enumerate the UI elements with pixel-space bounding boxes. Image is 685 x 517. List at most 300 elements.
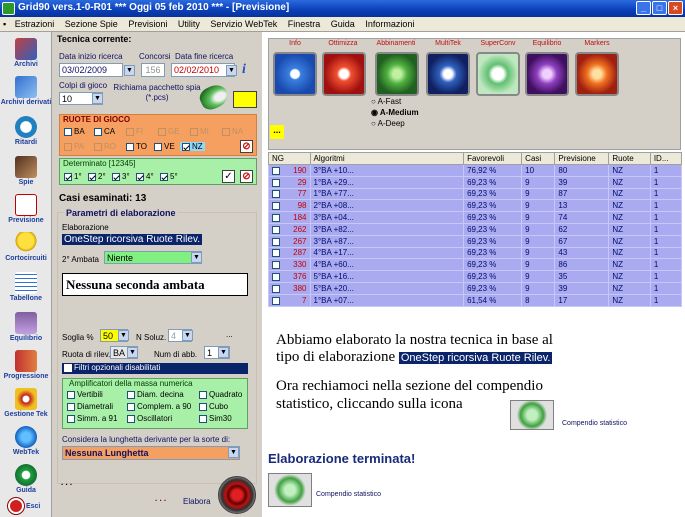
technique-panel xyxy=(53,32,262,517)
data-fine-label: Data fine ricerca xyxy=(175,52,234,61)
speed-label: A-Medium xyxy=(379,108,419,117)
table-cell: NZ xyxy=(609,176,651,188)
col-favorevoli[interactable]: Favorevoli xyxy=(464,153,522,165)
checkbox xyxy=(64,364,72,372)
cell-ng xyxy=(269,188,311,200)
tool-label-markers: Markers xyxy=(584,40,610,47)
num-abb-field[interactable]: 1 xyxy=(204,346,230,359)
det-5[interactable] xyxy=(160,172,178,181)
casi-esaminati: Casi esaminati: 13 xyxy=(59,193,147,204)
ruota-ro[interactable] xyxy=(94,142,116,151)
det-2[interactable] xyxy=(88,172,106,181)
exit-icon xyxy=(8,498,24,514)
col-id[interactable]: ID... xyxy=(650,153,681,165)
note-line3: Ora rechiamoci nella sezione del compendio xyxy=(276,378,543,394)
dots-red: . . . xyxy=(155,494,167,503)
tool-label-abbinamenti: Abbinamenti xyxy=(376,40,416,47)
table-cell: NZ xyxy=(609,294,651,306)
checkbox xyxy=(182,143,190,151)
data-fine-field[interactable]: 02/02/2010 xyxy=(171,63,235,77)
table-cell: 9 xyxy=(522,235,555,247)
flame-icon[interactable] xyxy=(322,52,366,96)
ampl-label: Vertibili xyxy=(77,390,103,399)
sidebar-label: Spie xyxy=(18,179,34,186)
ng-value: 184 xyxy=(293,213,307,223)
tool-label-info: Info xyxy=(289,40,301,47)
sidebar-item-equilibrio[interactable] xyxy=(0,312,52,342)
det-label: 1° xyxy=(74,172,82,181)
data-inizio-field[interactable]: 03/02/2009 xyxy=(59,63,123,77)
table-cell: 9 xyxy=(522,188,555,200)
check-all-icon[interactable]: ✓ xyxy=(222,170,235,183)
ruota-ve[interactable] xyxy=(154,142,175,151)
sidebar-label: Previsione xyxy=(8,217,44,224)
checkbox xyxy=(126,143,134,151)
chevron-down-icon[interactable]: ▼ xyxy=(191,252,202,263)
row-checkbox[interactable] xyxy=(272,261,280,269)
checkbox xyxy=(64,143,72,151)
chevron-down-icon[interactable]: ▼ xyxy=(92,93,103,104)
ampl-simm91[interactable] xyxy=(67,414,117,423)
ampl-label: Diametrali xyxy=(77,402,114,411)
table-cell: 3°BA +04... xyxy=(310,212,464,224)
table-row[interactable] xyxy=(269,294,682,306)
table-row[interactable] xyxy=(269,165,682,177)
menu-sezione-spie[interactable]: Sezione Spie xyxy=(64,19,118,29)
table-row[interactable] xyxy=(269,247,682,259)
table-cell: 1 xyxy=(650,259,681,271)
sidebar-item-tabellone[interactable] xyxy=(0,272,52,302)
checkbox xyxy=(154,143,162,151)
speed-medium[interactable]: ◉ A-Medium xyxy=(371,108,419,117)
chevron-down-icon[interactable]: ▼ xyxy=(127,347,138,358)
yellow-marker[interactable]: ... xyxy=(270,125,284,139)
ruota-label: NA xyxy=(232,127,244,136)
table-cell: 5°BA +20... xyxy=(310,282,464,294)
table-row[interactable] xyxy=(269,212,682,224)
table-cell: 69,23 % xyxy=(464,235,522,247)
question-icon[interactable] xyxy=(273,52,317,96)
richiama-label: Richiama pacchetto spia (*.pcs) xyxy=(113,83,201,102)
compendio-label-2: Compendio statistico xyxy=(316,491,381,498)
checkbox xyxy=(112,173,120,181)
speed-deep[interactable]: ○ A-Deep xyxy=(371,119,405,128)
table-cell: 69,23 % xyxy=(464,259,522,271)
table-cell: 9 xyxy=(522,271,555,283)
col-previsione[interactable]: Previsione xyxy=(555,153,609,165)
info-icon[interactable]: i xyxy=(242,62,246,77)
compendio-label-1: Compendio statistico xyxy=(562,420,627,427)
checkbox xyxy=(158,128,166,136)
table-cell: 86 xyxy=(555,259,609,271)
checkbox xyxy=(127,391,135,399)
ampl-diametrali[interactable] xyxy=(67,402,113,411)
sidebar-item-previsione[interactable] xyxy=(0,194,52,224)
table-cell: 9 xyxy=(522,223,555,235)
table-cell: 1°BA +07... xyxy=(310,294,464,306)
note-highlight: OneStep ricorsiva Ruote Rilev. xyxy=(400,352,551,364)
sidebar-label: Guida xyxy=(16,487,36,494)
ampl-label: Sim30 xyxy=(209,414,232,423)
table-cell: 3°BA +10... xyxy=(310,165,464,177)
concorsi-label: Concorsi xyxy=(139,52,171,61)
table-row[interactable] xyxy=(269,223,682,235)
ampl-label: Quadrato xyxy=(209,390,243,399)
det-1[interactable] xyxy=(64,172,82,181)
colpi-field[interactable]: 10 xyxy=(59,92,103,105)
sidebar-item-ritardi[interactable] xyxy=(0,116,52,146)
note-line4: statistico, cliccando sulla icona xyxy=(276,396,463,412)
table-cell: 1 xyxy=(650,176,681,188)
amplificatori-group xyxy=(62,378,248,429)
cell-ng xyxy=(269,235,311,247)
det-4[interactable] xyxy=(136,172,154,181)
ruota-label: CA xyxy=(104,127,116,136)
ruota-ba[interactable] xyxy=(64,127,85,136)
table-cell: NZ xyxy=(609,259,651,271)
amplificatori-title: Amplificatori della massa numerica xyxy=(69,379,193,388)
sidebar-label: Cortocircuiti xyxy=(5,255,47,262)
ruota-to[interactable] xyxy=(126,142,147,151)
concorsi-field: 156 xyxy=(141,63,165,77)
chevron-down-icon[interactable]: ▼ xyxy=(228,447,239,458)
scale-icon xyxy=(15,312,37,334)
sidebar-label: Archivi derivati xyxy=(0,99,52,106)
colpi-label: Colpi di gioco xyxy=(59,81,108,90)
table-cell: 9 xyxy=(522,282,555,294)
books-icon xyxy=(15,38,37,60)
cell-ng xyxy=(269,165,311,177)
col-ng[interactable]: NG xyxy=(269,153,311,165)
ruota-label: TO xyxy=(136,142,147,151)
table-cell: 69,23 % xyxy=(464,200,522,212)
row-checkbox[interactable] xyxy=(272,249,280,257)
ruota-mi[interactable] xyxy=(190,127,209,136)
dots-left: . . . xyxy=(61,478,73,487)
archive-icon xyxy=(15,76,37,98)
compendio-icon[interactable] xyxy=(268,473,312,507)
table-cell: 4°BA +17... xyxy=(310,247,464,259)
table-row[interactable] xyxy=(269,200,682,212)
cell-ng xyxy=(269,212,311,224)
row-checkbox[interactable] xyxy=(272,238,280,246)
table-cell: 61,54 % xyxy=(464,294,522,306)
sidebar-item-gestione-tek[interactable] xyxy=(0,388,52,418)
det-label: 4° xyxy=(146,172,154,181)
chevron-down-icon[interactable]: ▼ xyxy=(218,347,229,358)
table-cell: NZ xyxy=(609,282,651,294)
gear-icon[interactable] xyxy=(375,52,419,96)
table-cell: 69,23 % xyxy=(464,271,522,283)
ampl-quadrato[interactable] xyxy=(199,390,242,399)
close-button[interactable]: × xyxy=(668,1,683,15)
table-cell: 1 xyxy=(650,235,681,247)
table-cell: 2°BA +08... xyxy=(310,200,464,212)
parametri-group xyxy=(57,208,257,484)
col-ruote[interactable]: Ruote xyxy=(609,153,651,165)
table-cell: 1 xyxy=(650,200,681,212)
ruota-na[interactable] xyxy=(222,127,243,136)
mdi-icon[interactable]: ▪ xyxy=(3,19,7,29)
ng-value: 29 xyxy=(297,177,307,187)
tool-label-multitek: MultiTek xyxy=(435,40,461,47)
nessuna-note: Nessuna seconda ambata xyxy=(62,273,248,296)
det-label: 3° xyxy=(122,172,130,181)
help-icon xyxy=(15,464,37,486)
checkbox xyxy=(127,403,135,411)
table-cell: 1 xyxy=(650,271,681,283)
table-cell: 9 xyxy=(522,200,555,212)
checkbox xyxy=(126,128,134,136)
table-cell: 39 xyxy=(555,176,609,188)
menu-informazioni[interactable]: Informazioni xyxy=(365,19,415,29)
det-label: 5° xyxy=(170,172,178,181)
ambata-select[interactable]: Niente xyxy=(104,251,202,264)
note-text: tipo di elaborazione xyxy=(276,349,399,365)
row-checkbox[interactable] xyxy=(272,285,280,293)
sidebar-item-cortocircuiti[interactable] xyxy=(0,232,52,262)
ruota-ge[interactable] xyxy=(158,127,180,136)
ruota-nz[interactable] xyxy=(180,142,205,151)
cell-ng xyxy=(269,259,311,271)
elabora-label: Elabora xyxy=(183,497,211,506)
parametri-title: Parametri di elaborazione xyxy=(66,208,176,218)
col-algoritmi[interactable]: Algoritmi xyxy=(310,153,464,165)
chevron-down-icon[interactable]: ▼ xyxy=(182,330,193,341)
app-icon xyxy=(2,2,15,15)
table-cell: 39 xyxy=(555,282,609,294)
lightbulb-icon xyxy=(15,232,37,254)
sidebar-label: Tabellone xyxy=(9,295,43,302)
cell-ng xyxy=(269,200,311,212)
table-cell: 80 xyxy=(555,165,609,177)
sidebar-item-archivi[interactable] xyxy=(0,38,52,68)
lunghetta-select[interactable]: Nessuna Lunghetta xyxy=(62,446,240,460)
table-cell: 13 xyxy=(555,200,609,212)
filtri-toggle[interactable] xyxy=(62,363,248,374)
tools-icon xyxy=(15,388,37,410)
ampl-vertibili[interactable] xyxy=(67,390,103,399)
determinato-group xyxy=(59,158,257,185)
sidebar-label: Equilibrio xyxy=(9,335,43,342)
table-row[interactable] xyxy=(269,235,682,247)
row-checkbox[interactable] xyxy=(272,273,280,281)
checkbox xyxy=(67,403,75,411)
table-cell: 10 xyxy=(522,165,555,177)
table-cell: 1°BA +77... xyxy=(310,188,464,200)
table-cell: 3°BA +87... xyxy=(310,235,464,247)
sidebar-label: Esci xyxy=(25,502,41,510)
chevron-down-icon[interactable]: ▼ xyxy=(118,330,129,341)
cell-ng xyxy=(269,176,311,188)
ruota-pa[interactable] xyxy=(64,142,84,151)
note-line1: Abbiamo elaborato la nostra tecnica in base al xyxy=(276,332,553,348)
progression-icon xyxy=(15,350,37,372)
ampl-sim30[interactable] xyxy=(199,414,232,423)
color-swatch[interactable] xyxy=(233,91,257,108)
grid-icon xyxy=(15,272,37,294)
menu-guida[interactable]: Guida xyxy=(330,19,355,29)
ampl-label: Complem. a 90 xyxy=(137,402,192,411)
minimize-button[interactable]: _ xyxy=(636,1,651,15)
menu-bar xyxy=(0,17,685,32)
table-cell: 1 xyxy=(650,294,681,306)
tool-label-superconv: SuperConv xyxy=(480,40,516,47)
clear-ruote-icon[interactable]: ⊘ xyxy=(240,140,253,153)
table-header xyxy=(269,153,682,165)
ampl-label: Oscillatori xyxy=(137,414,173,423)
table-cell: 69,23 % xyxy=(464,188,522,200)
ruota-rilev-field[interactable]: BA xyxy=(110,346,138,359)
sphere-icon[interactable] xyxy=(575,52,619,96)
ruote-group xyxy=(59,114,257,156)
ampl-oscillatori[interactable] xyxy=(127,414,172,423)
checkbox xyxy=(136,173,144,181)
ampl-cubo[interactable] xyxy=(199,402,228,411)
table-row[interactable] xyxy=(269,188,682,200)
speed-fast[interactable]: ○ A-Fast xyxy=(371,97,402,106)
determinato-label: Determinato [12345] xyxy=(63,159,136,168)
row-checkbox[interactable] xyxy=(272,214,280,222)
sidebar-item-spie[interactable] xyxy=(0,156,52,186)
checklist-icon xyxy=(15,194,37,216)
table-cell: 67 xyxy=(555,235,609,247)
table-row[interactable] xyxy=(269,271,682,283)
ruota-label: FI xyxy=(136,127,144,136)
table-cell: 1 xyxy=(650,165,681,177)
menu-utility[interactable]: Utility xyxy=(177,19,200,29)
ruota-label: PA xyxy=(74,142,85,151)
sidebar-item-archivi-derivati[interactable] xyxy=(0,76,52,106)
sidebar-item-progressione[interactable] xyxy=(0,350,52,380)
ng-value: 98 xyxy=(297,201,307,211)
table-cell: 74 xyxy=(555,212,609,224)
table-cell: 1 xyxy=(650,247,681,259)
table-row[interactable] xyxy=(269,259,682,271)
ellipsis-label: ... xyxy=(226,330,233,339)
table-row[interactable] xyxy=(269,176,682,188)
ng-value: 267 xyxy=(293,236,307,246)
checkbox xyxy=(199,391,207,399)
soglia-field[interactable]: 50 xyxy=(100,329,128,342)
sidebar-label: Archivi xyxy=(14,61,38,68)
sidebar-item-guida[interactable] xyxy=(0,464,52,494)
elaborazione-select[interactable]: OneStep ricorsiva Ruote Rilev. xyxy=(64,234,200,245)
ampl-complem[interactable] xyxy=(127,402,191,411)
cell-ng xyxy=(269,271,311,283)
ruota-label: RO xyxy=(104,142,116,151)
ruote-title: RUOTE DI GIOCO xyxy=(63,115,131,124)
ruota-label: VE xyxy=(164,142,175,151)
ampl-label: Simm. a 91 xyxy=(77,414,118,423)
sidebar-item-esci[interactable] xyxy=(0,498,52,514)
clear-det-icon[interactable]: ⊘ xyxy=(240,170,253,183)
menu-servizio-webtek[interactable]: Servizio WebTek xyxy=(210,19,278,29)
det-label: 2° xyxy=(98,172,106,181)
crystal-icon[interactable] xyxy=(525,52,569,96)
table-cell: 5°BA +16... xyxy=(310,271,464,283)
elaborazione-label: Elaborazione xyxy=(62,223,109,232)
sidebar xyxy=(0,32,52,517)
row-checkbox[interactable] xyxy=(272,226,280,234)
table-cell: 8 xyxy=(522,294,555,306)
col-casi[interactable]: Casi xyxy=(522,153,555,165)
menu-previsioni[interactable]: Previsioni xyxy=(128,19,168,29)
results-table xyxy=(268,152,682,307)
table-cell: 69,23 % xyxy=(464,223,522,235)
cell-ng xyxy=(269,247,311,259)
ruota-label: BA xyxy=(74,127,85,136)
flashlight-icon[interactable] xyxy=(197,81,232,113)
table-cell: NZ xyxy=(609,165,651,177)
ruota-ca[interactable] xyxy=(94,127,115,136)
sidebar-item-webtek[interactable] xyxy=(0,426,52,456)
recycle-icon[interactable] xyxy=(476,52,520,96)
ng-value: 77 xyxy=(297,189,307,199)
sidebar-label: Gestione Tek xyxy=(4,411,48,418)
row-checkbox[interactable] xyxy=(272,190,280,198)
chevron-down-icon[interactable]: ▼ xyxy=(124,65,135,76)
table-cell: NZ xyxy=(609,188,651,200)
spy-icon xyxy=(15,156,37,178)
considera-label: Considera la lunghetta derivante per la sorte di: xyxy=(62,435,231,444)
checkbox xyxy=(88,173,96,181)
menu-estrazioni[interactable]: Estrazioni xyxy=(14,19,55,29)
table-cell: 1 xyxy=(650,212,681,224)
table-row[interactable] xyxy=(269,282,682,294)
ampl-diam-decina[interactable] xyxy=(127,390,184,399)
row-checkbox[interactable] xyxy=(272,202,280,210)
ambata-label: 2° Ambata xyxy=(62,255,99,264)
speed-label: A-Fast xyxy=(377,97,402,106)
checkbox xyxy=(199,415,207,423)
table-cell: 69,23 % xyxy=(464,247,522,259)
elaborazione-terminata: Elaborazione terminata! xyxy=(268,451,416,466)
nsoluz-field[interactable]: 4 xyxy=(168,329,192,342)
table-cell: 1°BA +29... xyxy=(310,176,464,188)
table-cell: 35 xyxy=(555,271,609,283)
table-cell: 69,23 % xyxy=(464,176,522,188)
checkbox xyxy=(190,128,198,136)
ng-value: 190 xyxy=(293,165,307,175)
soglia-label: Soglia % xyxy=(62,333,94,342)
table-cell: 3°BA +82... xyxy=(310,223,464,235)
title-bar xyxy=(0,0,685,17)
swirl-icon[interactable] xyxy=(426,52,470,96)
ruota-fi[interactable] xyxy=(126,127,143,136)
maximize-button[interactable]: □ xyxy=(652,1,667,15)
cell-ng xyxy=(269,282,311,294)
table-cell: 69,23 % xyxy=(464,282,522,294)
ng-value: 376 xyxy=(293,272,307,282)
row-checkbox[interactable] xyxy=(272,297,280,305)
table-cell: NZ xyxy=(609,271,651,283)
det-3[interactable] xyxy=(112,172,130,181)
ampl-label: Cubo xyxy=(209,402,229,411)
num-abb-label: Num di abb. xyxy=(154,350,198,359)
ng-value: 7 xyxy=(302,295,307,305)
chevron-down-icon[interactable]: ▼ xyxy=(226,65,237,76)
row-checkbox[interactable] xyxy=(272,167,280,175)
table-cell: 4°BA +60... xyxy=(310,259,464,271)
compendio-icon[interactable] xyxy=(510,400,554,430)
note-line2 xyxy=(276,349,552,366)
elabora-button[interactable] xyxy=(218,476,256,514)
checkbox xyxy=(127,415,135,423)
table-cell: 1 xyxy=(650,188,681,200)
row-checkbox[interactable] xyxy=(272,179,280,187)
menu-finestra[interactable]: Finestra xyxy=(287,19,321,29)
